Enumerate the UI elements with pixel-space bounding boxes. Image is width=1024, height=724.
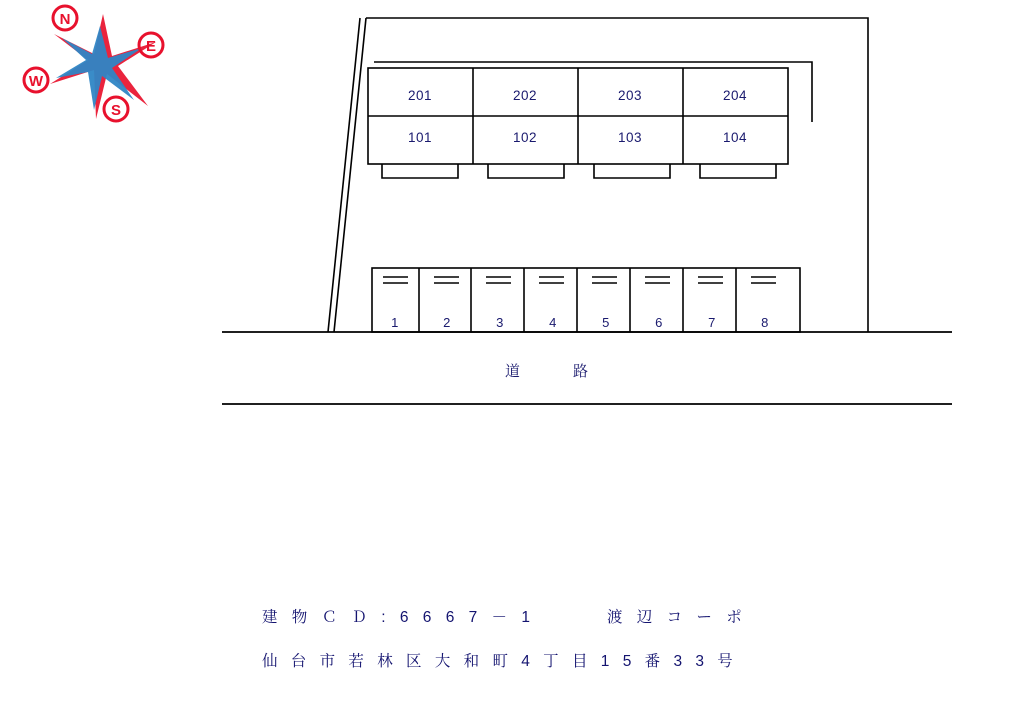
parking-stall-4: 4 — [549, 315, 557, 330]
parking-stall-3: 3 — [496, 315, 504, 330]
caption-line-building — [262, 605, 962, 627]
building-address-text: 仙 台 市 若 林 区 大 和 町 4 丁 目 1 5 番 3 3 号 — [262, 653, 738, 670]
compass-north-label: N — [59, 11, 71, 28]
compass-west-label: W — [28, 73, 44, 90]
room-label-203: 203 — [617, 88, 643, 103]
parking-stall-7: 7 — [708, 315, 716, 330]
compass-east-label: E — [145, 38, 157, 55]
room-label-104: 104 — [722, 130, 748, 145]
room-label-102: 102 — [512, 130, 538, 145]
building-cd-text: 建 物 Ｃ Ｄ : 6 6 6 7 － 1 — [262, 609, 535, 626]
caption-block — [262, 605, 962, 671]
room-label-204: 204 — [722, 88, 748, 103]
road-label: 道 路 — [505, 363, 591, 380]
parking-stall-2: 2 — [443, 315, 451, 330]
parking-stall-6: 6 — [655, 315, 663, 330]
building-name-text: 渡 辺 コ ー ポ — [606, 609, 747, 626]
room-label-103: 103 — [617, 130, 643, 145]
compass-south-label: S — [110, 102, 122, 119]
parking-stall-8: 8 — [761, 315, 769, 330]
room-label-202: 202 — [512, 88, 538, 103]
parking-stall-5: 5 — [602, 315, 610, 330]
parking-stall-1: 1 — [391, 315, 399, 330]
room-label-101: 101 — [407, 130, 433, 145]
room-label-201: 201 — [407, 88, 433, 103]
